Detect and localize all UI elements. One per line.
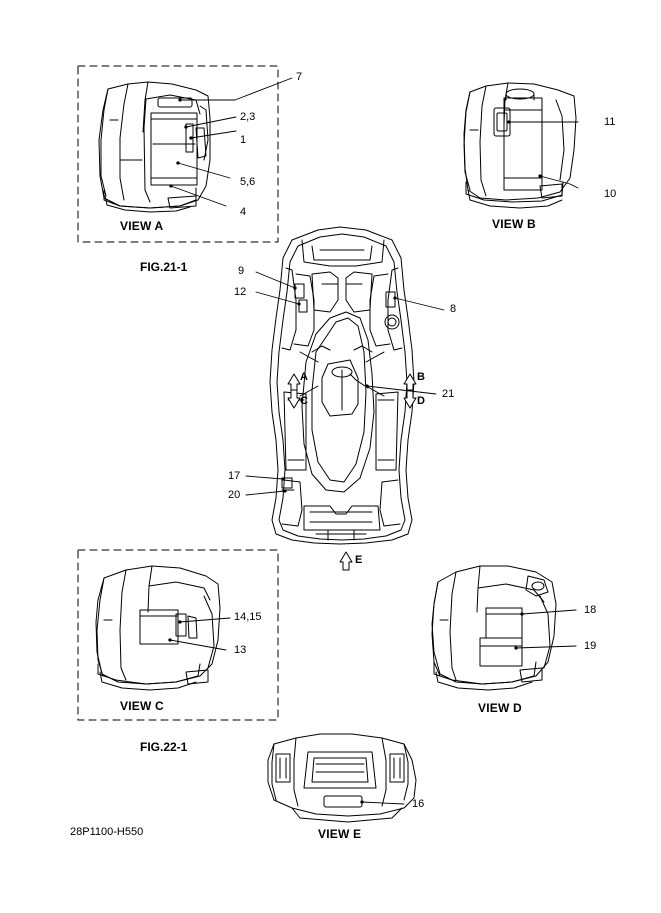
callout-18: 18 [584, 604, 597, 616]
callout-8: 8 [450, 303, 457, 315]
view-b-illustration [464, 83, 576, 208]
section-arrow-d-label: D [417, 395, 425, 407]
section-arrow-c-label: C [300, 395, 308, 407]
callout-14-15: 14,15 [234, 611, 262, 623]
callout-19: 19 [584, 640, 597, 652]
view-d-illustration [432, 566, 556, 690]
view-e-illustration [268, 734, 416, 822]
callout-4: 4 [240, 206, 247, 218]
view-c-illustration [96, 566, 220, 690]
callout-20: 20 [228, 489, 241, 501]
callout-21: 21 [442, 388, 455, 400]
view-b-title: VIEW B [492, 217, 536, 231]
callout-17: 17 [228, 470, 241, 482]
view-a-title: VIEW A [120, 219, 164, 233]
view-e-title: VIEW E [318, 827, 362, 841]
fig22-label: FIG.22-1 [140, 740, 188, 754]
view-c-title: VIEW C [120, 699, 164, 713]
callout-7: 7 [296, 71, 303, 83]
callout-9: 9 [238, 265, 245, 277]
callout-11: 11 [604, 116, 616, 128]
callout-16: 16 [412, 798, 425, 810]
document-id-code: 28P1100-H550 [70, 826, 144, 838]
view-a-leaders [170, 78, 292, 206]
fig21-label: FIG.21-1 [140, 260, 188, 274]
view-d-title: VIEW D [478, 701, 522, 715]
fig21-dashed-border [78, 66, 278, 242]
section-arrow-e-label: E [355, 554, 363, 566]
callout-5-6: 5,6 [240, 176, 256, 188]
callout-12: 12 [234, 286, 247, 298]
callout-2-3: 2,3 [240, 111, 256, 123]
view-a-illustration [99, 82, 210, 212]
callout-13: 13 [234, 644, 247, 656]
section-arrow-a-label: A [300, 371, 308, 383]
callout-10: 10 [604, 188, 617, 200]
callout-1: 1 [240, 134, 247, 146]
section-arrow-b-label: B [417, 371, 425, 383]
view-d-leaders [515, 610, 576, 649]
